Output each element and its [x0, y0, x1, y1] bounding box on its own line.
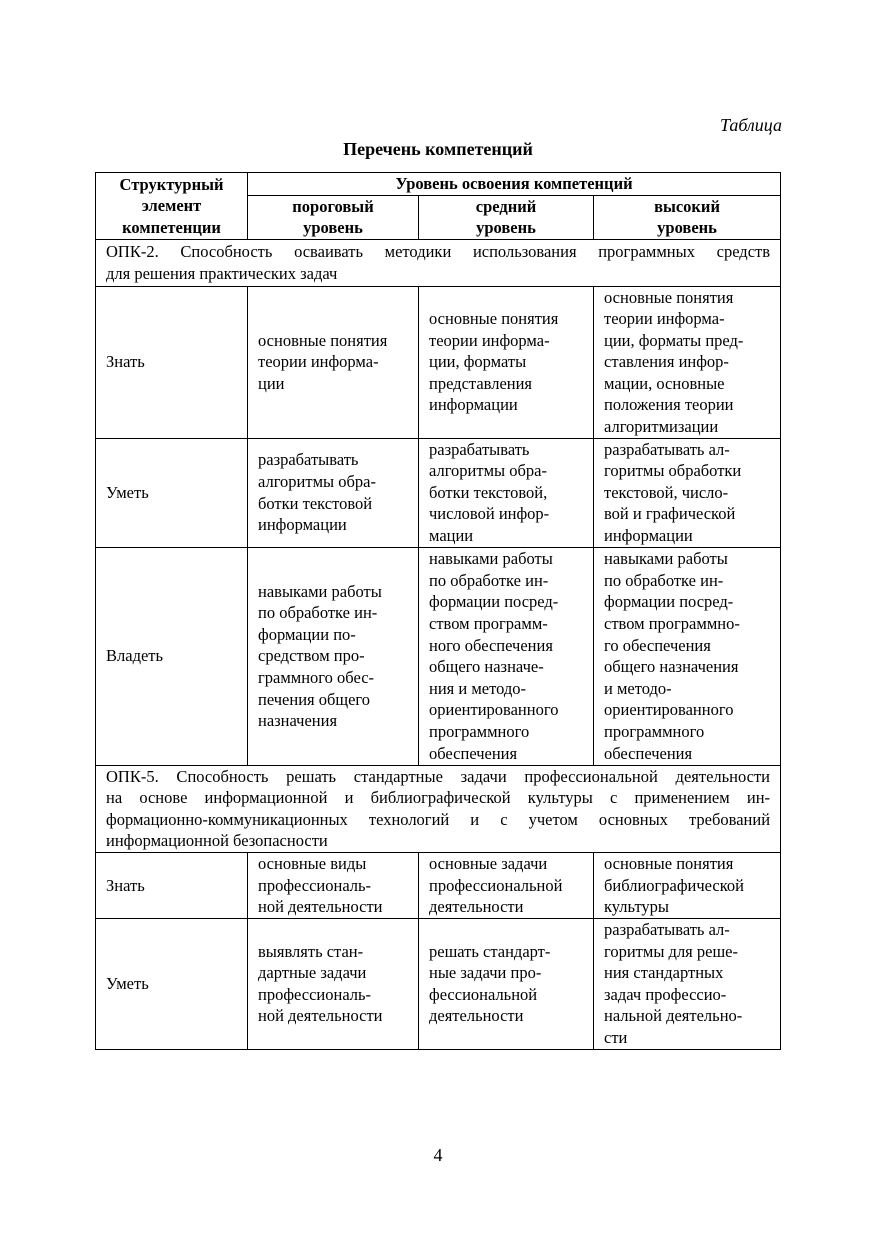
cell-line: формации по- [258, 624, 356, 644]
cell-line: навыками работы [604, 549, 728, 569]
competencies-table [95, 172, 781, 1050]
cell-line: основные понятия [429, 309, 559, 329]
cell-line: формации посред- [429, 592, 559, 612]
cell-line: информации [258, 515, 347, 535]
row-label-can: Уметь [96, 918, 248, 1049]
section-title-line: для решения практических задач [106, 263, 338, 283]
cell-line: алгоритмизации [604, 417, 719, 437]
cell-line: формации посред- [604, 592, 734, 612]
cell-line: ством программно- [604, 613, 740, 633]
cell-line: общего назначения [604, 657, 739, 677]
cell-medium [419, 853, 594, 919]
cell-line: основные понятия [604, 854, 734, 874]
cell-line: го обеспечения [604, 635, 711, 655]
cell-line: нальной деятельно- [604, 1006, 743, 1026]
cell-line: сти [604, 1028, 628, 1047]
cell-line: общего назначе- [429, 657, 544, 677]
row-label-master: Владеть [96, 547, 248, 765]
header-line: пороговый [292, 196, 374, 216]
cell-line: основные понятия [604, 287, 734, 307]
header-level-high [594, 195, 781, 239]
cell-line: мации [429, 526, 474, 546]
cell-line: разрабатывать ал- [604, 920, 730, 940]
header-level-medium [419, 195, 594, 239]
cell-line: по обработке ин- [604, 570, 724, 590]
cell-medium [419, 286, 594, 438]
header-mastery-level: Уровень освоения компетенций [248, 173, 781, 196]
cell-high [594, 918, 781, 1049]
cell-line: теории информа- [604, 309, 725, 329]
cell-line: библиографической [604, 875, 745, 895]
cell-line: ориентированного [604, 700, 734, 720]
cell-line: граммного обес- [258, 667, 375, 687]
cell-line: ботки текстовой [258, 493, 373, 513]
header-line: уровень [303, 218, 363, 237]
cell-line: профессиональ- [258, 984, 372, 1004]
cell-line: основные понятия [258, 330, 388, 350]
cell-threshold [248, 853, 419, 919]
row-label-know: Знать [96, 286, 248, 438]
cell-line: выявлять стан- [258, 941, 364, 961]
section-title-line: на основе информационной и библиографической культуры с применением ин- [106, 788, 771, 808]
cell-high [594, 438, 781, 547]
cell-line: ориентированного [429, 700, 559, 720]
cell-line: профессиональной [429, 875, 563, 895]
cell-line: теории информа- [258, 352, 379, 372]
header-line: высокий [654, 196, 720, 216]
cell-line: навыками работы [258, 581, 382, 601]
cell-line: фессиональной [429, 984, 538, 1004]
cell-line: печения общего [258, 689, 371, 709]
cell-line: культуры [604, 897, 670, 917]
cell-line: текстовой, число- [604, 482, 729, 502]
cell-line: дартные задачи [258, 963, 367, 983]
section-title-opk2 [96, 239, 781, 286]
cell-line: горитмы для реше- [604, 941, 738, 961]
cell-line: горитмы обработки [604, 461, 742, 481]
cell-line: ной деятельности [258, 1006, 383, 1026]
row-label-know: Знать [96, 853, 248, 919]
cell-line: по обработке ин- [258, 603, 378, 623]
cell-line: разрабатывать [258, 450, 359, 470]
cell-line: задач профессио- [604, 984, 727, 1004]
page-number: 4 [433, 1145, 443, 1165]
section-title-opk5 [96, 765, 781, 852]
cell-line: навыками работы [429, 549, 553, 569]
cell-line: ботки текстовой, [429, 482, 548, 502]
cell-line: основные задачи [429, 854, 548, 874]
cell-line: и методо- [604, 678, 672, 698]
cell-line: вой и графической [604, 504, 736, 524]
cell-line: ного обеспечения [429, 635, 553, 655]
cell-line: алгоритмы обра- [258, 472, 376, 492]
table-label: Таблица [719, 115, 782, 135]
cell-line: мации, основные [604, 373, 725, 393]
header-line: уровень [657, 218, 717, 237]
row-label-can: Уметь [96, 438, 248, 547]
cell-line: ством программ- [429, 613, 548, 633]
cell-high [594, 547, 781, 765]
cell-line: ния и методо- [429, 678, 527, 698]
cell-line: средством про- [258, 646, 365, 666]
cell-line: решать стандарт- [429, 941, 551, 961]
cell-line: ния стандартных [604, 963, 724, 983]
cell-line: назначения [258, 711, 338, 731]
header-line: уровень [476, 218, 536, 237]
cell-line: обеспечения [604, 743, 693, 763]
cell-threshold [248, 547, 419, 765]
cell-high [594, 286, 781, 438]
cell-line: ные задачи про- [429, 963, 542, 983]
header-line: Структурный [119, 174, 224, 194]
cell-line: ной деятельности [258, 897, 383, 917]
cell-line: алгоритмы обра- [429, 461, 547, 481]
cell-line: основные виды [258, 854, 367, 874]
cell-line: положения теории [604, 395, 734, 415]
cell-line: теории информа- [429, 330, 550, 350]
section-title-line: ОПК-5. Способность решать стандартные задачи профессиональной деятельности [106, 766, 771, 786]
cell-line: информации [429, 395, 518, 415]
cell-line: разрабатывать ал- [604, 439, 730, 459]
cell-medium [419, 547, 594, 765]
cell-line: обеспечения [429, 743, 518, 763]
table-title: Перечень компетенций [343, 139, 533, 159]
cell-line: программного [429, 721, 530, 741]
header-line: элемент [141, 196, 202, 215]
cell-line: программного [604, 721, 705, 741]
header-structural-element [96, 173, 248, 240]
cell-medium [419, 438, 594, 547]
section-title-line: ОПК-2. Способность осваивать методики использования программных средств [106, 241, 771, 261]
cell-threshold [248, 918, 419, 1049]
cell-line: ции [258, 373, 285, 393]
cell-high [594, 853, 781, 919]
cell-line: деятельности [429, 1006, 524, 1026]
cell-line: ции, форматы [429, 352, 527, 372]
cell-line: представления [429, 373, 533, 393]
section-title-line: формационно-коммуникационных технологий и с учетом основных требований [106, 809, 771, 829]
cell-line: профессиональ- [258, 875, 372, 895]
header-line: компетенции [122, 217, 221, 237]
cell-line: по обработке ин- [429, 570, 549, 590]
cell-line: числовой инфор- [429, 504, 550, 524]
section-title-line: информационной безопасности [106, 831, 328, 851]
cell-line: ставления инфор- [604, 352, 729, 372]
cell-medium [419, 918, 594, 1049]
header-level-threshold [248, 195, 419, 239]
cell-threshold [248, 438, 419, 547]
cell-line: информации [604, 526, 693, 546]
header-line: средний [475, 196, 537, 216]
cell-line: деятельности [429, 897, 524, 917]
cell-line: ции, форматы пред- [604, 330, 744, 350]
cell-threshold [248, 286, 419, 438]
cell-line: разрабатывать [429, 439, 530, 459]
